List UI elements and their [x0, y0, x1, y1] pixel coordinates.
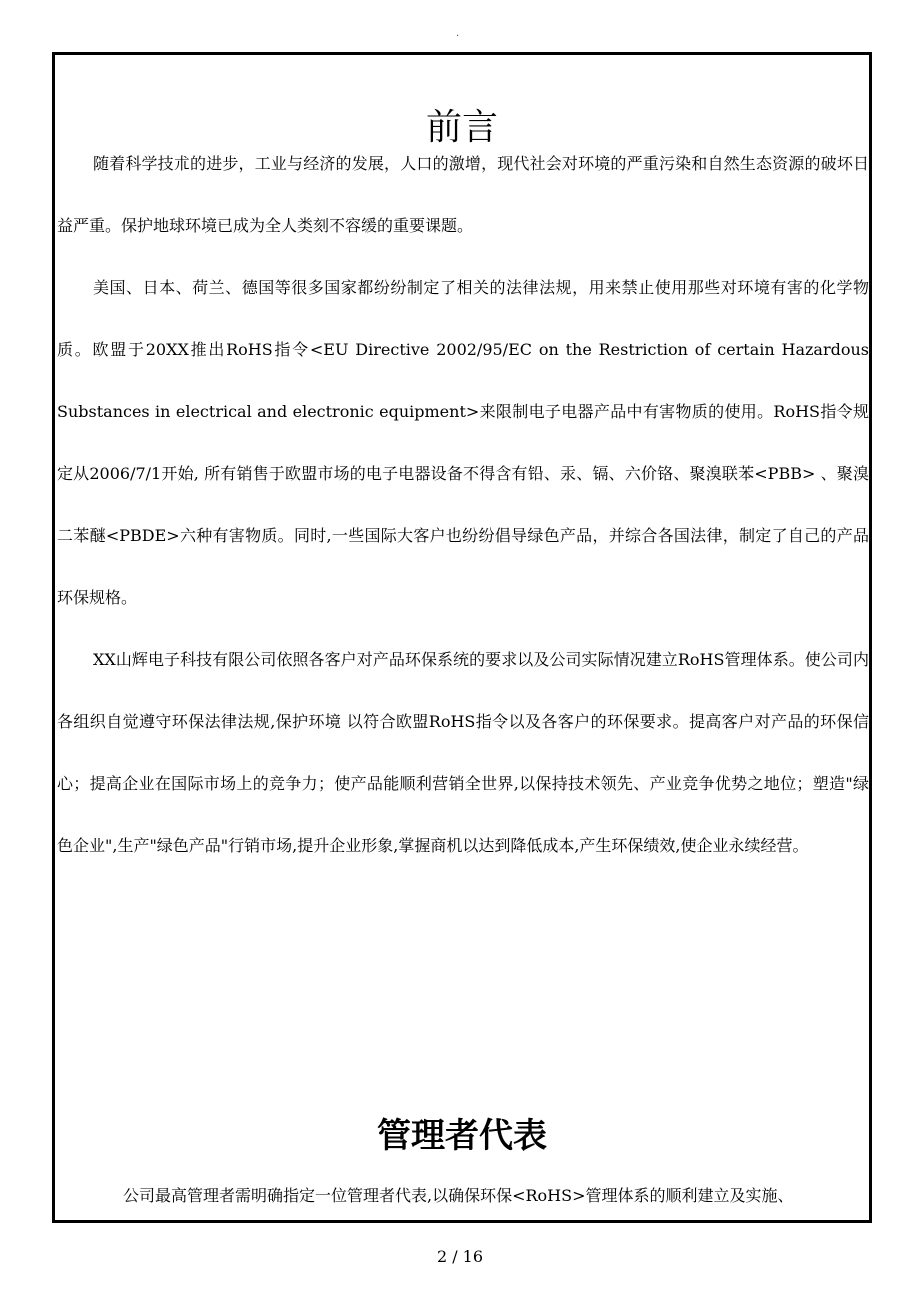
preface-paragraph: 美国、日本、荷兰、德国等很多国家都纷纷制定了相关的法律法规，用来禁止使用那些对环境有害的化学物质。欧盟于20XX推出RoHS指令<EU Directive 2002/95/EC on the Restriction of certain Hazardous Substances in electrical and electronic equipment>来限制电子电器产品中有害物质的使用。RoHS指令规定从2006/7/1开始, 所有销售于欧盟市场的电子电器设备不得含有铅、汞、镉、六价铬、聚溴联苯<PBB> 、聚溴二苯醚<PBDE>六种有害物质。同时,一些国际大客户也纷纷倡导绿色产品，并综合各国法律，制定了自己的产品环保规格。 — [57, 278, 869, 607]
representative-body — [57, 1181, 869, 1211]
section-title-preface: 前言 — [425, 107, 498, 149]
section-title-representative: 管理者代表 — [377, 1116, 547, 1157]
preface-paragraph: XX山辉电子科技有限公司依照各客户对产品环保系统的要求以及公司实际情况建立RoHS管理体系。使公司内各组织自觉遵守环保法律法规,保护环境 以符合欧盟RoHS指令以及各客户的环保要求。提高客户对产品的环保信心；提高企业在国际市场上的竞争力；使产品能顺利营销全世界,以保持技术领先、产业竞争优势之地位；塑造"绿色企业",生产"绿色产品"行销市场,提升企业形象,掌握商机以达到降低成本,产生环保绩效,使企业永续经营。 — [57, 650, 869, 855]
page-number: 2 / 16 — [436, 1247, 484, 1266]
header-dot: . — [456, 28, 460, 39]
representative-paragraph: 公司最高管理者需明确指定一位管理者代表,以确保环保<RoHS>管理体系的顺利建立及实施、 — [123, 1186, 794, 1205]
content-frame — [52, 52, 872, 1223]
preface-body — [57, 133, 869, 877]
preface-paragraph: 随着科学技朮的进步，工业与经济的发展，人口的激增，现代社会对环境的严重污染和自然生态资源的破坏日益严重。保护地球环境已成为全人类刻不容缓的重要课题。 — [57, 154, 869, 235]
